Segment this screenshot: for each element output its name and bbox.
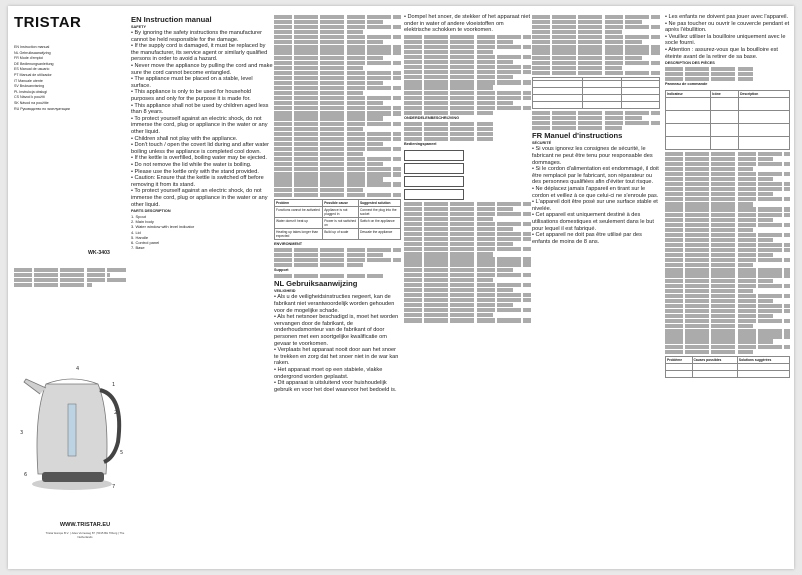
en-part: 5. Handle — [131, 234, 149, 240]
en-bullet: • If the supply cord is damaged, it must be replaced by the manufacturer, its service agent or similarly qualified persons in order to avoid a hazard. — [131, 43, 268, 63]
en-part: 3. Water window with level indicator — [131, 224, 195, 230]
model-number: WK-3403 — [88, 250, 110, 256]
table-row — [533, 87, 660, 94]
svg-text:3: 3 — [20, 430, 24, 436]
table-row — [666, 110, 790, 123]
table-row: Heating up takes longer than expected Build up of scale Descale the appliance — [275, 228, 401, 239]
svg-text:4: 4 — [76, 366, 80, 372]
nl-parts-heading: ONDERDELENBESCHRIJVING — [404, 116, 460, 121]
en-bullet: • The appliance must be placed on a stable, level surface. — [131, 76, 253, 89]
svg-text:7: 7 — [112, 484, 116, 490]
table-row — [533, 94, 660, 101]
en-bullet: • To protect yourself against an electric shock, do not immerse the cord, plug or appliance in the water or any other liquid. — [131, 188, 268, 208]
fr-panel-heading: Panneau de commande — [665, 82, 708, 87]
en-column — [131, 14, 273, 250]
en-part: 6. Control panel — [131, 239, 160, 245]
en-safety-heading: SAFETY — [131, 25, 146, 29]
fr-panel-table: Indicateur Icône Description — [665, 90, 790, 150]
language-item: ES Manual de usuario — [14, 67, 50, 72]
fr-column-continued — [665, 14, 790, 380]
fr-parts-heading: DESCRIPTION DES PIÈCES — [665, 61, 715, 66]
fr-bullet: • Cet appareil est uniquement destiné à des utilisations domestiques et seulement dans le but pour lequel il est fabriqué. — [532, 212, 654, 232]
nl-bullet: • Als u de veiligheidsinstructies negeert, kan de fabrikant niet verantwoordelijk worden gehouden voor de mogelijke schade. — [274, 294, 395, 314]
language-item: PL Instrukcja obsługi — [14, 89, 48, 94]
language-item: PT Manual de utilizador — [14, 72, 52, 77]
panel-diagram — [404, 189, 464, 200]
en-parts-heading: PARTS DESCRIPTION — [131, 209, 171, 214]
language-item: SV Bruksanvisning — [14, 84, 45, 89]
nl-title: NL Gebruiksaanwijzing — [274, 279, 358, 289]
nl-bullet: • Dit apparaat is uitsluitend voor huishoudelijk gebruik en voor het doel waarvoor het bedoeld is. — [274, 380, 397, 393]
fr-bullet: • Attention : assurez-vous que la bouilloire est éteinte avant de la retirer de sa base. — [665, 46, 778, 60]
en-bullet: • If the kettle is overfilled, boiling water may be ejected. — [131, 155, 267, 162]
en-bullet: • Don't touch / open the covert lid during and after water boiling unless the appliance is completed cool down. — [131, 142, 269, 155]
nl-bullet: • Verplaats het apparaat nooit door aan het snoer te trekken en zorg dat het snoer niet in de war kan raken. — [274, 347, 399, 367]
en-bullet: • This appliance shall not be used by children aged less than 8 years. — [131, 102, 269, 116]
fr-safety-heading: SÉCURITÉ — [532, 141, 552, 146]
cover-fineprint — [14, 267, 126, 288]
language-item: SK Návod na použitie — [14, 100, 49, 105]
fr-bullet: • Cet appareil ne doit pas être utilisé par des enfants de moins de 8 ans. — [532, 232, 642, 245]
en-bullet: • This appliance is only to be used for household purposes and only for the purpose it is made for. — [131, 89, 252, 103]
manual-page — [8, 6, 794, 569]
en-support-heading: Support — [274, 268, 289, 273]
en-bullet: • Do not remove the lid while the water is boiling. — [131, 161, 252, 168]
en-bullet: • Children shall not play with the appliance. — [131, 135, 238, 142]
language-item: NL Gebruiksaanwijzing — [14, 50, 51, 55]
language-list — [14, 45, 126, 112]
nl-safety-heading: VEILIGHEID — [274, 289, 296, 294]
panel-diagram — [404, 150, 464, 161]
fr-troubleshooting-table: Problème Causes possibles Solutions suggérées — [665, 356, 790, 378]
fr-bullet: • Ne pas toucher ou ouvrir le couvercle pendant et après l'ébullition. — [665, 20, 790, 34]
table-row — [533, 101, 660, 108]
fr-bullet: • Ne déplacez jamais l'appareil en tirant sur le cordon et veillez à ce que celui-ci ne s'enroule pas. — [532, 186, 659, 199]
en-bullet: • Never move the appliance by pulling the cord and make sure the cord cannot become entangled. — [131, 63, 273, 76]
website: WWW.TRISTAR.EU — [59, 522, 111, 528]
fr-bullet: • Les enfants ne doivent pas jouer avec l'appareil. — [665, 14, 789, 20]
brand-logo: TRISTAR — [14, 14, 82, 31]
en-bullet: • To protect yourself against an electric shock, do not immerse the cord, plug or appliance in the water or any other liquid. — [131, 115, 268, 135]
table-row — [666, 370, 790, 377]
nl-bullet: • Het apparaat moet op een stabiele, vlakke ondergrond worden geplaatst. — [274, 367, 383, 380]
en-part: 1. Spout — [131, 214, 146, 220]
svg-text:6: 6 — [24, 472, 28, 478]
fr-bullet: • Si le cordon d'alimentation est endommagé, il doit être remplacé par le fabricant, son réparateur ou des personnes qualifiées afin d'éviter tout risque. — [532, 166, 659, 186]
en-column-continued — [274, 14, 401, 393]
table-row — [666, 363, 790, 370]
table-row — [666, 97, 790, 110]
en-bullet: • Please use the kettle only with the stand provided. — [131, 168, 259, 175]
language-item: IT Manuale utente — [14, 78, 43, 83]
nl-column-continued — [404, 14, 531, 323]
language-item: FR Mode d'emploi — [14, 56, 44, 61]
svg-text:5: 5 — [120, 450, 124, 456]
fr-title: FR Manuel d'instructions — [532, 131, 623, 141]
en-part: 2. Main body — [131, 219, 154, 225]
nl-troubleshooting-table — [532, 77, 660, 109]
nl-column-end — [532, 14, 660, 245]
table-row: Water doesn't heat up Power is not switched on Switch on the appliance — [275, 217, 401, 228]
nl-bullet: • Als het netsnoer beschadigd is, moet het worden vervangen door de fabrikant, de onderhoudsmonteur van de fabrikant of door personen met een soortgelijke kwalificatie om gevaar te voorkomen. — [274, 314, 399, 347]
fr-bullet: • Veuillez utiliser la bouilloire uniquement avec le socle fourni. — [665, 33, 786, 47]
en-title: EN Instruction manual — [131, 15, 212, 24]
panel-diagram — [404, 176, 464, 187]
troubleshooting-table: Problem Possible cause Suggested solution Functions cannot be activated Appliance is not plugged in Connect the plug into the socket Water doesn't heat up Power is not switched on Switch on the appliance Heating up takes longer than expected Build up of scale Descale the appliance — [274, 199, 401, 240]
en-bullet: • Caution: Ensure that the kettle is switched off before removing it from its stand. — [131, 175, 264, 188]
en-part: 4. Lid — [131, 229, 141, 235]
cover-column — [14, 14, 126, 566]
fr-bullet: • Si vous ignorez les consignes de sécurité, le fabricant ne peut être tenu pour responsable des dommages. — [532, 146, 653, 166]
table-row — [533, 80, 660, 87]
en-environment-heading: ENVIRONMENT — [274, 241, 303, 246]
company-address: Tristar Europe B.V. | Jules Verneweg 87 | 5015 BH Tilburg | The Netherlands — [45, 531, 125, 539]
language-item: EN Instruction manual — [14, 45, 50, 49]
table-row — [666, 136, 790, 149]
en-bullet: • By ignoring the safety instructions the manufacturer cannot be held responsible for the damage. — [131, 30, 262, 43]
nl-bullet: • Dompel het snoer, de stekker of het apparaat niet onder in water of andere vloeistoffen om elektrische schokken te voorkomen. — [404, 14, 531, 34]
language-item: CS Návod k použití — [14, 95, 45, 100]
nl-panel-heading: Bedieningspaneel — [404, 142, 437, 147]
svg-text:2: 2 — [114, 410, 118, 416]
panel-diagram — [404, 163, 464, 174]
svg-text:1: 1 — [112, 382, 116, 388]
en-part: 7. Base — [131, 244, 145, 250]
language-item: DE Bedienungsanleitung — [14, 61, 54, 66]
table-row: Functions cannot be activated Appliance is not plugged in Connect the plug into the socket — [275, 206, 401, 217]
language-item: RU Руководство по эксплуатации — [14, 106, 70, 111]
fr-bullet: • L'appareil doit être posé sur une surface stable et nivelée. — [532, 199, 658, 212]
table-row — [666, 123, 790, 136]
kettle-illustration — [16, 324, 128, 494]
